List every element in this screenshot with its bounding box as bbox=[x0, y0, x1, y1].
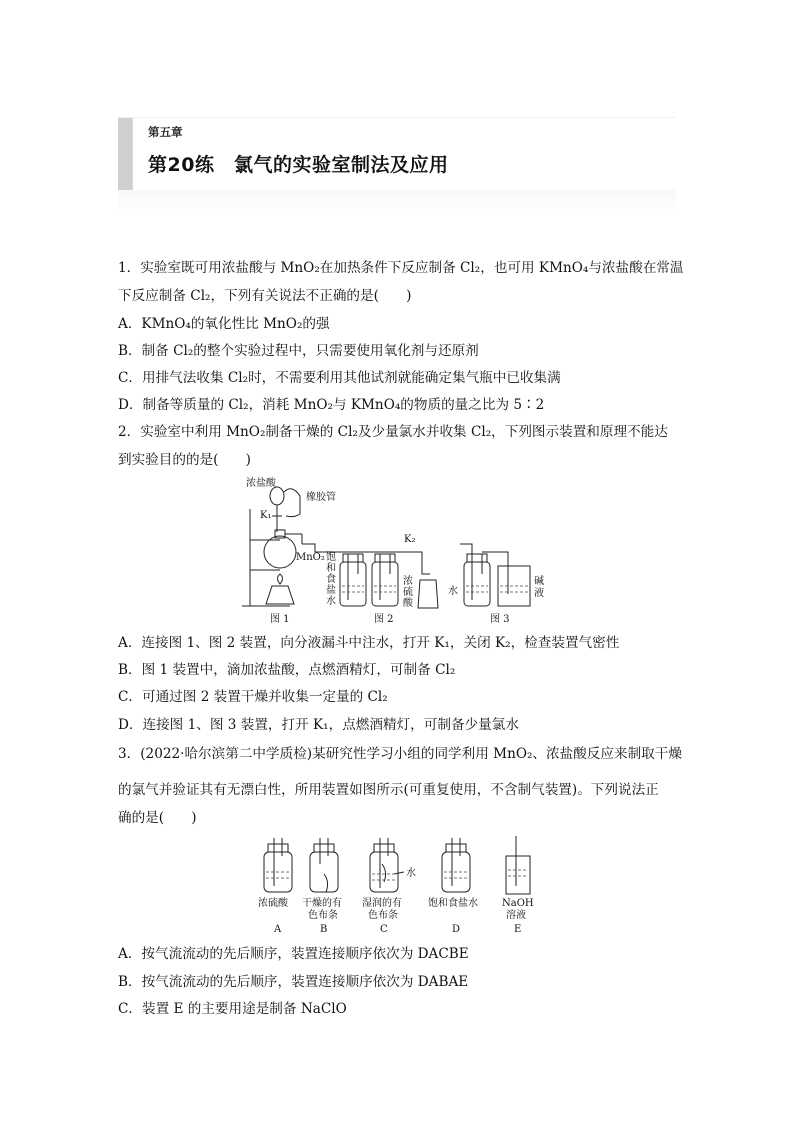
q3-option-b: B．按气流流动的先后顺序，装置连接顺序依次为 DABAE bbox=[118, 974, 469, 990]
q2-stem-line2: 到实验目的的是( ) bbox=[118, 452, 251, 468]
q3-apparatus-figure bbox=[252, 834, 542, 940]
q3-label-water: 水 bbox=[406, 868, 416, 879]
chapter-label: 第五章 bbox=[148, 125, 183, 139]
label-brine-2: 和 bbox=[326, 563, 336, 574]
label-k1: K₁ bbox=[260, 510, 272, 521]
q3-letter-e: E bbox=[514, 924, 522, 935]
q1-option-a: A．KMnO₄的氧化性比 MnO₂的强 bbox=[118, 316, 330, 332]
q3-label-b1: 干燥的有 bbox=[302, 898, 342, 909]
label-water: 水 bbox=[448, 586, 458, 597]
q3-letter-c: C bbox=[380, 924, 388, 935]
q3-stem-line1: 3．(2022·哈尔滨第二中学质检)某研究性学习小组的同学利用 MnO₂、浓盐酸反应来制取干燥 bbox=[118, 746, 682, 762]
label-mno2: MnO₂ bbox=[296, 552, 325, 563]
fig2-caption: 图 2 bbox=[374, 614, 394, 625]
q3-label-b2: 色布条 bbox=[308, 910, 338, 921]
q1-stem-line2: 下反应制备 Cl₂，下列有关说法不正确的是( ) bbox=[118, 288, 412, 304]
label-alkali-1: 碱 bbox=[534, 576, 544, 587]
q1-option-d: D．制备等质量的 Cl₂，消耗 MnO₂与 KMnO₄的物质的量之比为 5∶2 bbox=[118, 397, 545, 413]
label-brine-5: 水 bbox=[326, 596, 336, 607]
label-conc-hcl: 浓盐酸 bbox=[246, 478, 276, 489]
q3-letter-a: A bbox=[274, 924, 282, 935]
q3-letter-d: D bbox=[452, 924, 461, 935]
label-rubber-tube: 橡胶管 bbox=[306, 492, 336, 503]
q2-apparatus-figure bbox=[240, 474, 550, 628]
label-brine-3: 食 bbox=[326, 574, 336, 585]
q2-option-b: B．图 1 装置中，滴加浓盐酸，点燃酒精灯，可制备 Cl₂ bbox=[118, 662, 456, 678]
q3-label-a: 浓硫酸 bbox=[258, 898, 288, 909]
q1-option-c: C．用排气法收集 Cl₂时，不需要利用其他试剂就能确定集气瓶中已收集满 bbox=[118, 370, 561, 386]
q3-label-e1: NaOH bbox=[502, 898, 534, 909]
q3-label-e2: 溶液 bbox=[506, 910, 526, 921]
q3-stem-line2: 的氯气并验证其有无漂白性，所用装置如图所示(可重复使用，不含制气装置)。下列说法正 bbox=[118, 782, 659, 798]
q2-option-d: D．连接图 1、图 3 装置，打开 K₁，点燃酒精灯，可制备少量氯水 bbox=[118, 717, 519, 733]
q2-option-c: C．可通过图 2 装置干燥并收集一定量的 Cl₂ bbox=[118, 689, 388, 705]
header-accent-bar bbox=[118, 118, 132, 190]
page-title: 第20练 氯气的实验室制法及应用 bbox=[148, 154, 449, 176]
label-h2so4-1: 浓 bbox=[403, 576, 413, 587]
label-h2so4-2: 硫 bbox=[403, 587, 413, 598]
label-h2so4-3: 酸 bbox=[403, 598, 413, 609]
fig1-caption: 图 1 bbox=[270, 614, 290, 625]
q2-stem-line1: 2．实验室中利用 MnO₂制备干燥的 Cl₂及少量氯水并收集 Cl₂，下列图示装置和原理不能达 bbox=[118, 424, 668, 440]
label-brine-4: 盐 bbox=[326, 585, 336, 596]
q3-label-c2: 色布条 bbox=[368, 910, 398, 921]
q1-stem-line1: 1．实验室既可用浓盐酸与 MnO₂在加热条件下反应制备 Cl₂，也可用 KMnO₄与浓盐酸在常温 bbox=[118, 260, 684, 276]
q3-option-a: A．按气流流动的先后顺序，装置连接顺序依次为 DACBE bbox=[118, 946, 469, 962]
q3-label-d: 饱和食盐水 bbox=[428, 898, 478, 909]
q3-option-c: C．装置 E 的主要用途是制备 NaClO bbox=[118, 1001, 347, 1017]
label-k2: K₂ bbox=[404, 534, 416, 545]
q3-label-c1: 湿润的有 bbox=[362, 898, 402, 909]
label-alkali-2: 液 bbox=[534, 588, 544, 599]
label-brine-1: 饱 bbox=[326, 552, 336, 563]
q1-option-b: B．制备 Cl₂的整个实验过程中，只需要使用氧化剂与还原剂 bbox=[118, 343, 479, 359]
fig3-caption: 图 3 bbox=[490, 614, 510, 625]
q3-stem-line3: 确的是( ) bbox=[118, 810, 197, 826]
q2-option-a: A．连接图 1、图 2 装置，向分液漏斗中注水，打开 K₁，关闭 K₂，检查装置气密性 bbox=[118, 635, 620, 651]
q3-letter-b: B bbox=[320, 924, 328, 935]
